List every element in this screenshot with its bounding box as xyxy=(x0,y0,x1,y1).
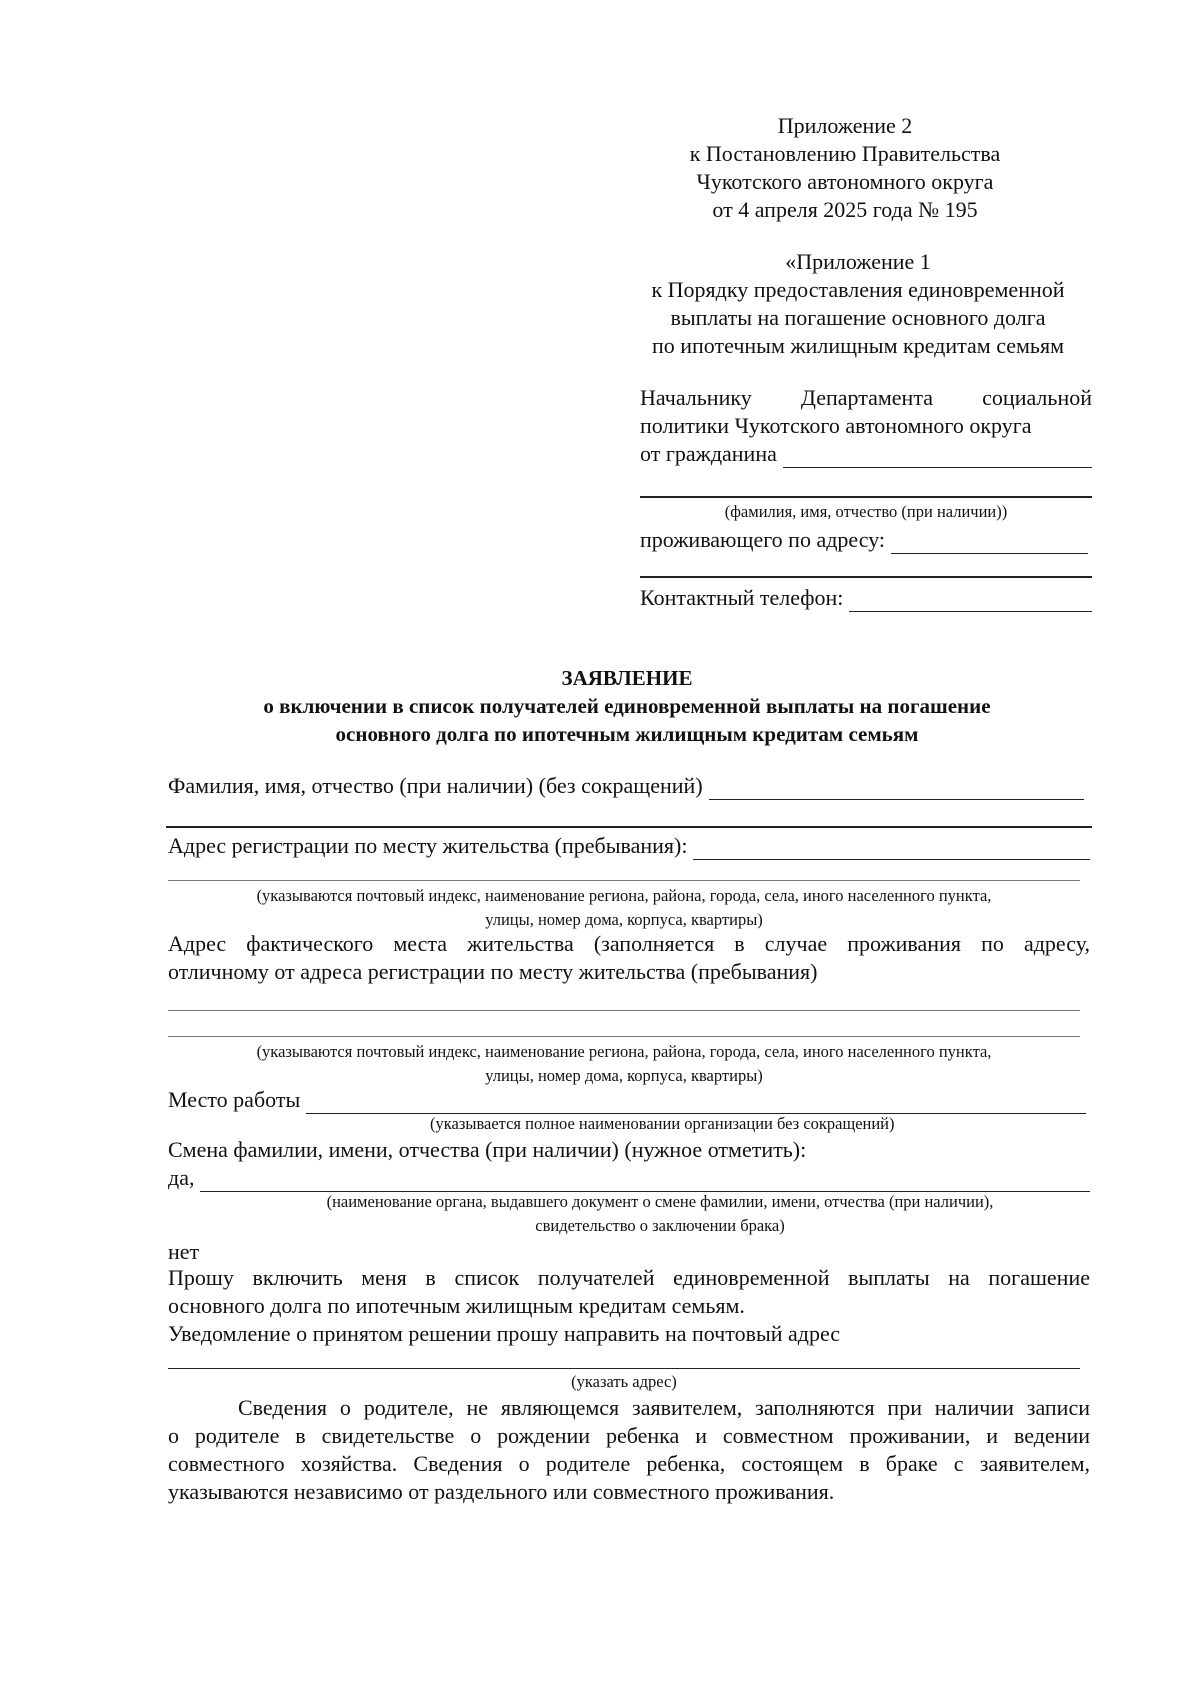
name-change-label: Смена фамилии, имени, отчества (при наличии) (нужное отметить): xyxy=(168,1137,807,1162)
residence-address-line-2[interactable] xyxy=(640,576,1092,578)
reg-address-row xyxy=(168,832,1090,860)
fio-field[interactable] xyxy=(709,779,1084,800)
work-row xyxy=(168,1086,1086,1114)
notify-label: Уведомление о принятом решении прошу направить на почтовый адрес xyxy=(168,1321,841,1346)
residence-address-row xyxy=(640,526,1088,554)
parent-info-line-4: указываются независимо от раздельного или совместного проживания. xyxy=(168,1479,835,1504)
actual-address-line-1: Адрес фактического места жительства (заполняется в случае проживания по адресу, xyxy=(168,931,1090,956)
addressee-line-2: политики Чукотского автономного округа xyxy=(640,413,1032,438)
name-change-yes-row xyxy=(168,1164,1090,1192)
parent-info-line-1: Сведения о родителе, не являющемся заявителем, заполняются при наличии записи xyxy=(238,1395,1090,1420)
appendix-2-line-2: к Постановлению Правительства xyxy=(689,141,1001,166)
phone-field[interactable] xyxy=(849,591,1092,612)
fio-hint: (фамилия, имя, отчество (при наличии)) xyxy=(724,502,1008,521)
name-change-no-label[interactable]: нет xyxy=(168,1239,200,1264)
appendix-1-title: «Приложение 1 xyxy=(785,249,931,274)
actual-address-field-1[interactable] xyxy=(168,1010,1080,1011)
actual-address-hint-1: (указываются почтовый индекс, наименование региона, района, города, села, иного населенного пункта, xyxy=(256,1042,992,1061)
from-citizen-field[interactable] xyxy=(783,447,1092,468)
notify-address-field[interactable] xyxy=(168,1368,1080,1369)
addressee-word-1: Начальнику xyxy=(640,385,752,410)
appendix-2-line-4: от 4 апреля 2025 года № 195 xyxy=(712,197,978,222)
reg-address-hint xyxy=(168,884,1080,932)
addressee-block xyxy=(640,384,1092,468)
name-change-hint-1: (наименование органа, выдавшего документ о смене фамилии, имени, отчества (при наличии), xyxy=(326,1192,994,1211)
from-citizen-label: от гражданина xyxy=(640,441,777,466)
work-field[interactable] xyxy=(306,1093,1086,1114)
appendix-2-block xyxy=(640,112,1050,224)
residence-address-field[interactable] xyxy=(891,533,1088,554)
appendix-1-line-4: по ипотечным жилищным кредитам семьям xyxy=(651,333,1065,358)
addressee-word-3: социальной xyxy=(982,385,1092,410)
addressee-line-1 xyxy=(640,384,1092,412)
request-line-2: основного долга по ипотечным жилищным кредитам семьям. xyxy=(168,1293,745,1318)
request-block xyxy=(168,1264,1090,1348)
reg-address-label: Адрес регистрации по месту жительства (пребывания): xyxy=(168,833,688,858)
phone-label: Контактный телефон: xyxy=(640,585,844,610)
name-change-yes-label[interactable]: да, xyxy=(168,1165,195,1190)
appendix-1-line-2: к Порядку предоставления единовременной xyxy=(651,277,1065,302)
reg-address-hint-2: улицы, номер дома, корпуса, квартиры) xyxy=(485,910,763,929)
actual-address-hint-2: улицы, номер дома, корпуса, квартиры) xyxy=(485,1066,763,1085)
statement-title-block xyxy=(150,664,1104,748)
actual-address-field-2[interactable] xyxy=(168,1036,1080,1037)
parent-info-line-2: о родителе в свидетельстве о рождении ребенка и совместном проживании, и ведении xyxy=(168,1423,1090,1448)
appendix-1-block xyxy=(628,248,1088,360)
actual-address-hint xyxy=(168,1040,1080,1088)
fio-row xyxy=(168,772,1084,800)
appendix-2-title: Приложение 2 xyxy=(777,113,913,138)
name-change-hint-2: свидетельство о заключении брака) xyxy=(535,1216,785,1235)
name-change-hint xyxy=(230,1190,1090,1238)
parent-info-line-3: совместного хозяйства. Сведения о родителе ребенка, состоящем в браке с заявителем, xyxy=(168,1451,1090,1476)
reg-address-line-2[interactable] xyxy=(168,880,1080,881)
appendix-2-line-3: Чукотского автономного округа xyxy=(696,169,994,194)
notify-hint: (указать адрес) xyxy=(571,1372,677,1391)
statement-title: ЗАЯВЛЕНИЕ xyxy=(561,666,693,690)
request-line-1: Прошу включить меня в список получателей единовременной выплаты на погашение xyxy=(168,1265,1090,1290)
addressee-word-2: Департамента xyxy=(800,385,933,410)
appendix-1-line-3: выплаты на погашение основного долга xyxy=(670,305,1046,330)
work-hint: (указывается полное наименовании организации без сокращений) xyxy=(430,1114,895,1133)
actual-address-line-2: отличному от адреса регистрации по месту жительства (пребывания) xyxy=(168,959,818,984)
fio-line-2[interactable] xyxy=(166,826,1092,828)
parent-info-paragraph xyxy=(168,1394,1090,1506)
addressee-fio-line[interactable] xyxy=(640,496,1092,498)
statement-subtitle-1: о включении в список получателей единовременной выплаты на погашение xyxy=(263,694,991,718)
residence-address-label: проживающего по адресу: xyxy=(640,527,886,552)
name-change-yes-field[interactable] xyxy=(200,1171,1090,1192)
work-label: Место работы xyxy=(168,1087,301,1112)
statement-subtitle-2: основного долга по ипотечным жилищным кредитам семьям xyxy=(335,722,919,746)
reg-address-hint-1: (указываются почтовый индекс, наименование региона, района, города, села, иного населенного пункта, xyxy=(256,886,992,905)
actual-address-block xyxy=(168,930,1090,986)
reg-address-field[interactable] xyxy=(693,839,1090,860)
phone-row xyxy=(640,584,1092,612)
from-citizen-row xyxy=(640,440,1092,468)
fio-label: Фамилия, имя, отчество (при наличии) (без сокращений) xyxy=(168,773,703,798)
